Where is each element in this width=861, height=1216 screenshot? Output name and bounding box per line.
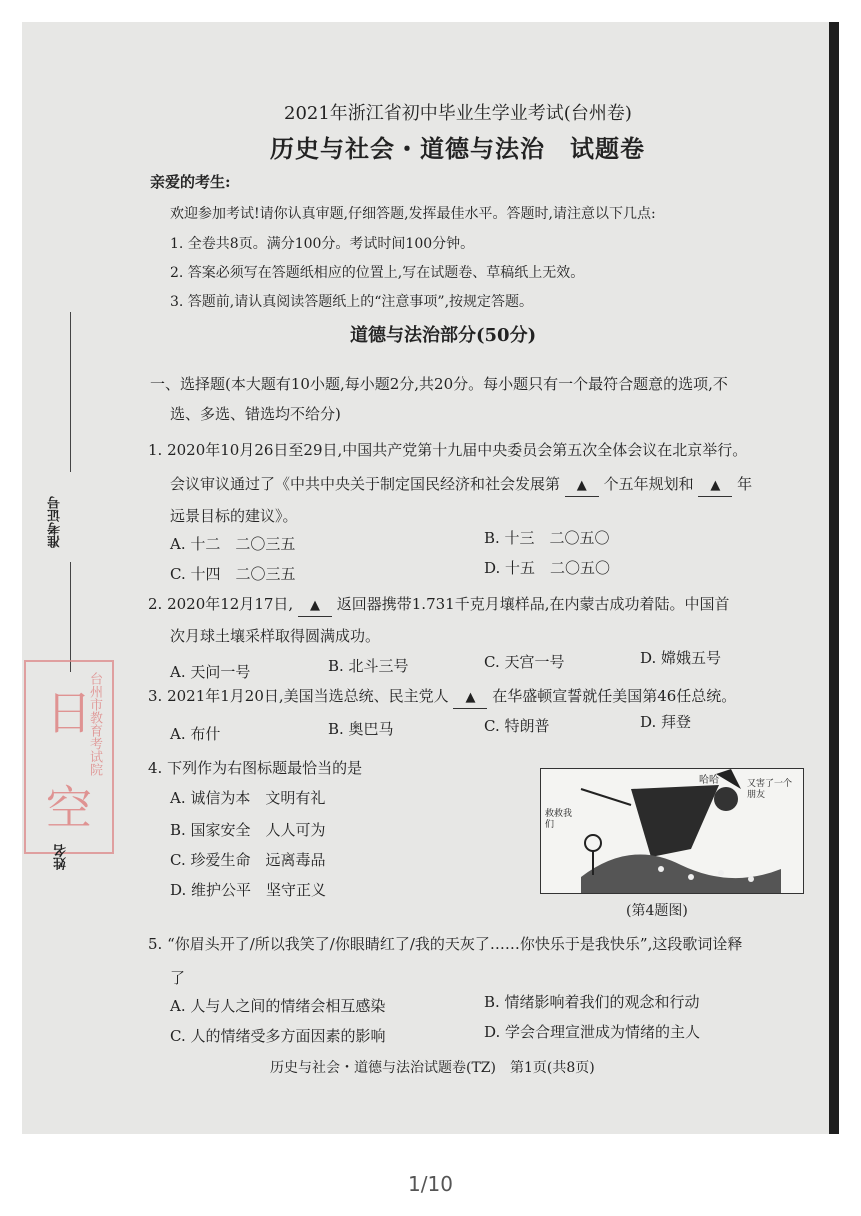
- q3-option-d: D. 拜登: [640, 713, 692, 731]
- q5-option-b: B. 情绪影响着我们的观念和行动: [484, 993, 700, 1011]
- answer-blank: ▲: [298, 596, 332, 617]
- q4-option-c: C. 珍爱生命 远离毒品: [170, 851, 326, 869]
- q3-option-c: C. 特朗普: [484, 717, 550, 735]
- bubble-top-text: 哈哈: [699, 775, 719, 786]
- rule-1: 1. 全卷共8页。满分100分。考试时间100分钟。: [170, 236, 475, 252]
- part-heading: 一、选择题(本大题有10小题,每小题2分,共20分。每小题只有一个最符合题意的选项,不: [150, 375, 728, 393]
- part-heading-cont: 选、多选、错选均不给分): [170, 405, 341, 423]
- page-footer: 历史与社会・道德与法治试题卷(TZ) 第1页(共8页): [270, 1060, 595, 1076]
- q2-option-b: B. 北斗三号: [328, 657, 409, 675]
- q1-text-a: 会议审议通过了《中共中央关于制定国民经济和社会发展第: [170, 475, 561, 493]
- q4-option-a: A. 诚信为本 文明有礼: [170, 789, 326, 807]
- q1-text-c: 年: [737, 475, 753, 493]
- q3-text-b: 在华盛顿宣誓就任美国第46任总统。: [492, 687, 737, 705]
- greeting: 亲爱的考生:: [150, 173, 231, 191]
- exam-id-label: 准考证号: [48, 496, 63, 548]
- stamp-char-bottom: 空: [46, 780, 92, 835]
- q2-text-a: 2. 2020年12月17日,: [148, 595, 294, 613]
- q2-option-c: C. 天宫一号: [484, 653, 565, 671]
- exam-title-line2: 历史与社会・道德与法治 试题卷: [270, 134, 645, 163]
- q1-stem-line2: [170, 474, 752, 497]
- q1-option-d: D. 十五 二〇五〇: [484, 559, 611, 577]
- q4-figure-caption: (第4题图): [626, 903, 688, 919]
- q3-stem-line1: [148, 686, 736, 709]
- binding-line-mid: [70, 562, 71, 672]
- stamp-org: 台州市教育考试院: [87, 672, 102, 776]
- q2-option-a: A. 天问一号: [170, 663, 251, 681]
- scanned-exam-photo: [22, 22, 839, 1134]
- name-label: 姓名: [54, 844, 69, 870]
- q4-option-d: D. 维护公平 坚守正义: [170, 881, 327, 899]
- q1-stem-line3: 远景目标的建议》。: [170, 507, 298, 525]
- stamp-char-top: 日: [46, 685, 92, 740]
- q5-option-a: A. 人与人之间的情绪会相互感染: [170, 997, 386, 1015]
- official-stamp: [24, 660, 114, 854]
- page-edge-shadow: [829, 22, 839, 1134]
- answer-blank: ▲: [453, 688, 487, 709]
- q5-option-c: C. 人的情绪受多方面因素的影响: [170, 1027, 386, 1045]
- q1-option-c: C. 十四 二〇三五: [170, 565, 296, 583]
- q3-option-a: A. 布什: [170, 725, 221, 743]
- bubble-left-text: 救救我们: [545, 809, 573, 830]
- q2-stem-line1: [148, 594, 729, 617]
- rule-2: 2. 答案必须写在答题纸相应的位置上,写在试题卷、草稿纸上无效。: [170, 265, 585, 281]
- q3-option-b: B. 奥巴马: [328, 720, 394, 738]
- q5-stem-line2: 了: [170, 969, 186, 987]
- q3-text-a: 3. 2021年1月20日,美国当选总统、民主党人: [148, 687, 449, 705]
- bubble-right-text: 又害了一个朋友: [747, 779, 793, 800]
- intro-text: 欢迎参加考试!请你认真审题,仔细答题,发挥最佳水平。答题时,请注意以下几点:: [170, 206, 656, 222]
- q2-stem-line2: 次月球土壤采样取得圆满成功。: [170, 627, 381, 645]
- rule-3: 3. 答题前,请认真阅读答题纸上的“注意事项”,按规定答题。: [170, 294, 534, 310]
- q2-option-d: D. 嫦娥五号: [640, 649, 722, 667]
- page-counter: 1/10: [408, 1172, 453, 1196]
- answer-blank: ▲: [698, 476, 732, 497]
- q4-stem: 4. 下列作为右图标题最恰当的是: [148, 759, 363, 777]
- q1-option-a: A. 十二 二〇三五: [170, 535, 296, 553]
- q1-option-b: B. 十三 二〇五〇: [484, 529, 610, 547]
- answer-blank: ▲: [565, 476, 599, 497]
- q1-stem-line1: 1. 2020年10月26日至29日,中国共产党第十九届中央委员会第五次全体会议在北京举行。: [148, 441, 748, 459]
- q4-cartoon-figure: [540, 768, 804, 894]
- exam-title-line1: 2021年浙江省初中毕业生学业考试(台州卷): [284, 103, 632, 124]
- q4-option-b: B. 国家安全 人人可为: [170, 821, 326, 839]
- section-title: 道德与法治部分(50分): [350, 325, 537, 346]
- binding-line-top: [70, 312, 71, 472]
- q2-text-b: 返回器携带1.731千克月壤样品,在内蒙古成功着陆。中国首: [336, 595, 730, 613]
- q5-option-d: D. 学会合理宣泄成为情绪的主人: [484, 1023, 701, 1041]
- q1-text-b: 个五年规划和: [603, 475, 694, 493]
- q5-stem-line1: 5. “你眉头开了/所以我笑了/你眼睛红了/我的天灰了……你快乐于是我快乐”,这段歌词诠释: [148, 935, 743, 953]
